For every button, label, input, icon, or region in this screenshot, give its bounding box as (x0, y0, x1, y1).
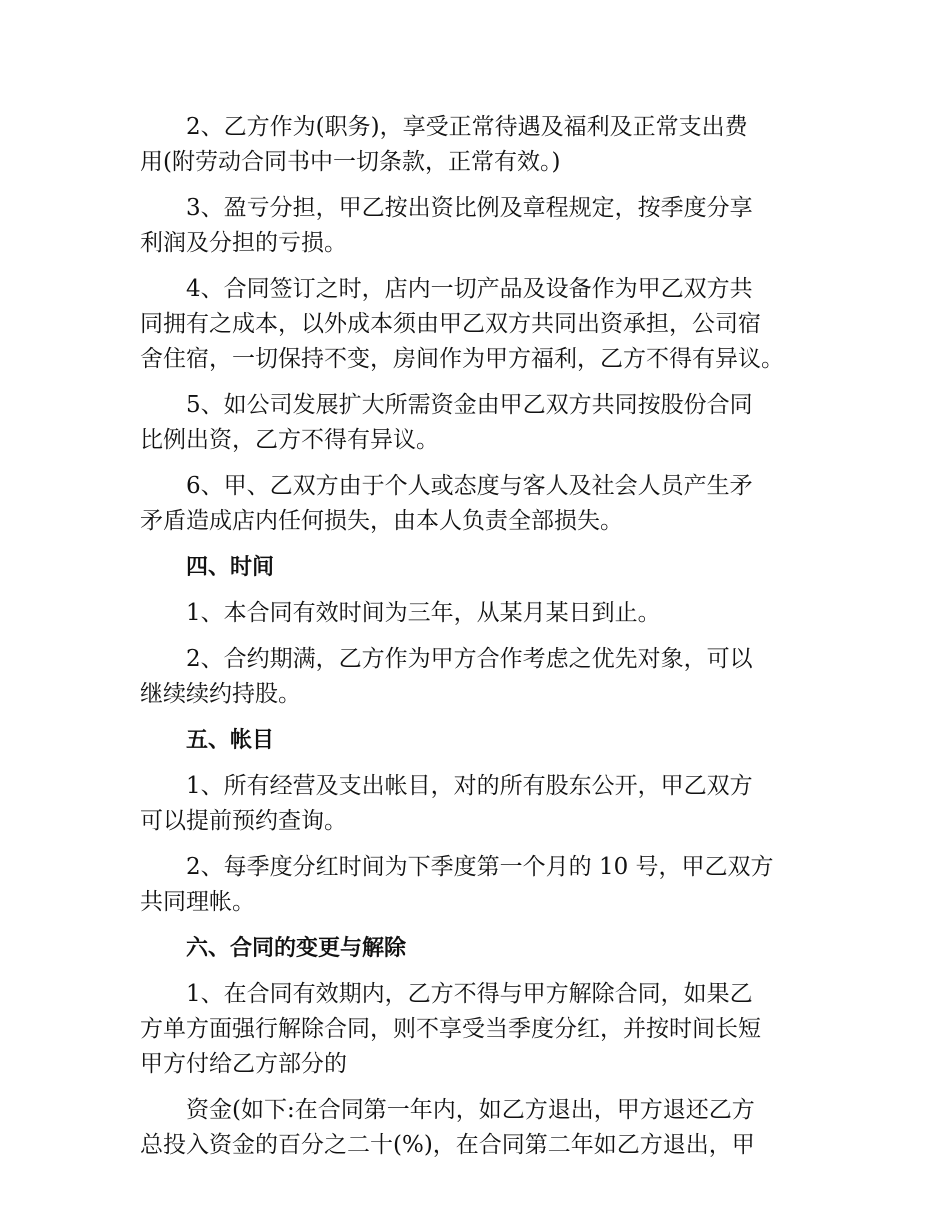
paragraph (140, 977, 820, 1082)
paragraph (140, 191, 820, 261)
text-line: 5、如公司发展扩大所需资金由甲乙双方共同按股份合同 (186, 392, 753, 418)
paragraph (140, 769, 820, 839)
paragraph (140, 272, 820, 377)
text-line: 2、乙方作为(职务)，享受正常待遇及福利及正常支出费 (186, 114, 748, 140)
text-line: 舍住宿，一切保持不变，房间作为甲方福利，乙方不得有异议。 (140, 346, 784, 372)
document-page (140, 110, 820, 1174)
text-line: 1、所有经营及支出帐目，对的所有股东公开，甲乙双方 (186, 773, 753, 799)
paragraph (140, 110, 820, 180)
paragraph (140, 642, 820, 712)
text-line: 利润及分担的亏损。 (140, 230, 347, 256)
text-line: 四、时间 (186, 555, 275, 580)
text-line: 比例出资，乙方不得有异议。 (140, 427, 439, 453)
text-line: 3、盈亏分担，甲乙按出资比例及章程规定，按季度分享 (186, 195, 753, 221)
text-line: 继续续约持股。 (140, 681, 301, 707)
section-heading (140, 931, 820, 966)
text-line: 1、在合同有效期内，乙方不得与甲方解除合同，如果乙 (186, 981, 753, 1007)
paragraph (140, 1093, 820, 1163)
paragraph (140, 596, 820, 631)
paragraph (140, 469, 820, 539)
paragraph (140, 388, 820, 458)
text-line: 共同理帐。 (140, 889, 255, 915)
section-heading (140, 550, 820, 585)
text-line: 2、每季度分红时间为下季度第一个月的 10 号，甲乙双方 (186, 854, 774, 880)
text-line: 五、帐目 (186, 728, 275, 753)
section-heading (140, 723, 820, 758)
text-line: 同拥有之成本，以外成本须由甲乙双方共同出资承担，公司宿 (140, 311, 761, 337)
text-line: 资金(如下:在合同第一年内，如乙方退出，甲方退还乙方 (186, 1097, 755, 1123)
text-line: 甲方付给乙方部分的 (140, 1051, 347, 1077)
text-line: 总投入资金的百分之二十(%)，在合同第二年如乙方退出，甲 (140, 1132, 755, 1158)
text-line: 六、合同的变更与解除 (186, 936, 407, 961)
paragraph (140, 850, 820, 920)
text-line: 2、合约期满，乙方作为甲方合作考虑之优先对象，可以 (186, 646, 753, 672)
text-line: 1、本合同有效时间为三年，从某月某日到止。 (186, 600, 661, 626)
text-line: 用(附劳动合同书中一切条款，正常有效。) (140, 149, 561, 175)
text-line: 4、合同签订之时，店内一切产品及设备作为甲乙双方共 (186, 276, 753, 302)
text-line: 可以提前预约查询。 (140, 808, 347, 834)
text-line: 矛盾造成店内任何损失，由本人负责全部损失。 (140, 508, 623, 534)
text-line: 方单方面强行解除合同，则不享受当季度分红，并按时间长短 (140, 1016, 761, 1042)
text-line: 6、甲、乙双方由于个人或态度与客人及社会人员产生矛 (186, 473, 753, 499)
